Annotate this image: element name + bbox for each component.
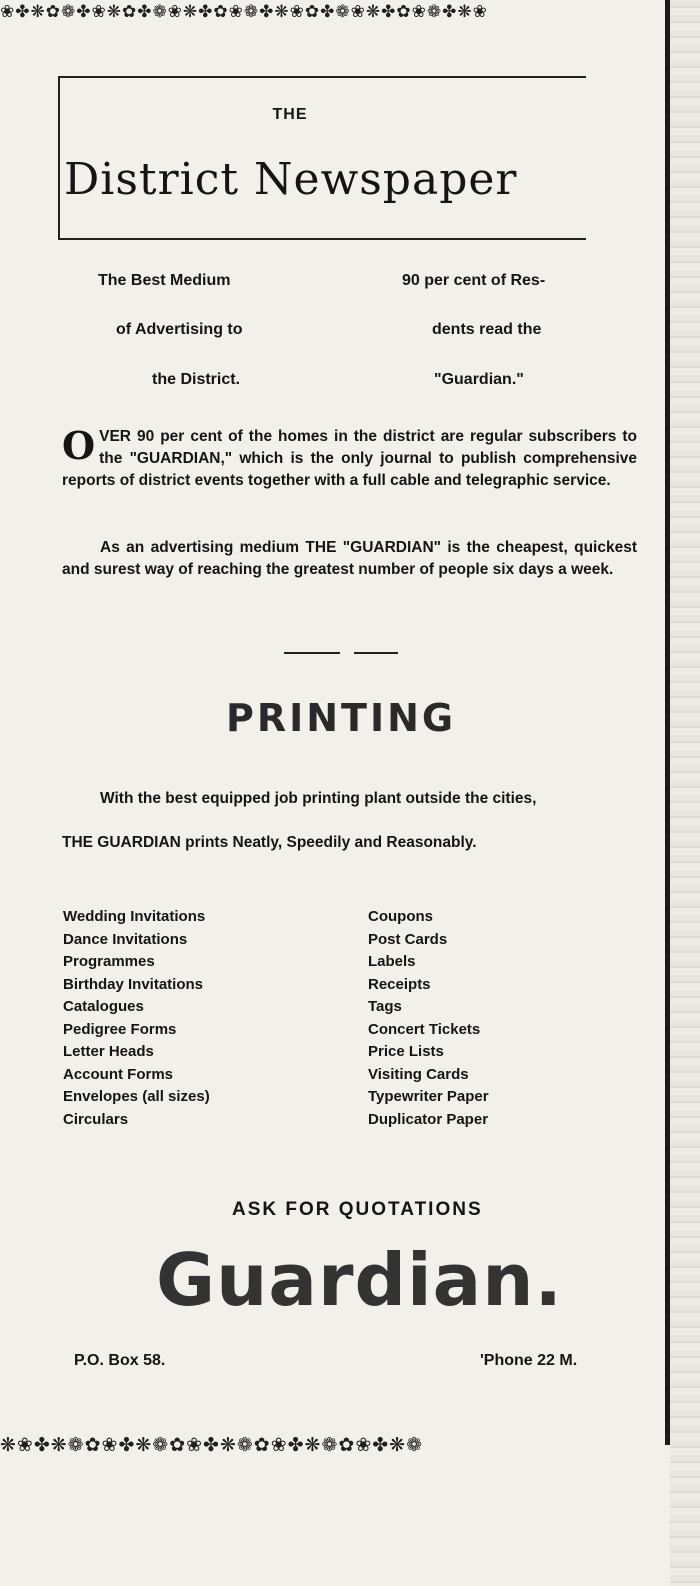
intro-left-line-2: of Advertising to [116, 321, 243, 338]
service-item: Circulars [63, 1110, 129, 1128]
service-item: Account Forms [63, 1065, 174, 1083]
service-item: Programmes [63, 953, 155, 970]
drop-cap: O [62, 423, 96, 468]
adjacent-column-edge [670, 0, 700, 1586]
printing-claim-line: THE GUARDIAN prints Neatly, Speedily and Reasonably. [62, 834, 477, 851]
service-item: Duplicator Paper [368, 1110, 489, 1128]
service-item: Birthday Invitations [63, 975, 204, 993]
po-box: P.O. Box 58. [74, 1352, 166, 1369]
section-divider-left [284, 652, 340, 654]
paragraph-subscribers-text: VER 90 per cent of the homes in the district are regular subscribers to the "GUARDIAN," which is the only journal to publish comprehensive reports of district events together with a full cable and telegraphic service. [62, 428, 637, 489]
service-item: Tags [368, 998, 402, 1015]
guardian-logo-text: Guardian. [156, 1238, 563, 1322]
phone-number: 'Phone 22 M. [480, 1352, 578, 1369]
intro-left-line-1: The Best Medium [98, 272, 231, 289]
printing-intro-line: With the best equipped job printing plant outside the cities, [100, 790, 537, 807]
masthead-the: THE [272, 106, 308, 123]
right-border-rule [665, 0, 670, 1445]
service-item: Visiting Cards [368, 1065, 469, 1083]
intro-right-line-1: 90 per cent of Res- [402, 272, 546, 289]
printing-heading: PRINTING [226, 696, 457, 740]
top-ornamental-border: ❀✤❋✿❁✤❀❋✿✤❁❀❋✤✿❀❁✤❋❀✿✤❁❀❋✤✿❀❁✤❋❀ [0, 2, 488, 22]
intro-right-line-2: dents read the [432, 321, 542, 338]
service-item: Envelopes (all sizes) [63, 1088, 210, 1105]
paragraph-advertising: As an advertising medium THE "GUARDIAN" is the cheapest, quickest and surest way of reaching the greatest number of people six days a week. [62, 539, 637, 578]
intro-right-line-3: "Guardian." [434, 371, 524, 388]
services-list-right [368, 906, 489, 1131]
service-item: Price Lists [368, 1043, 444, 1060]
service-item: Concert Tickets [368, 1020, 481, 1038]
masthead-box [58, 76, 586, 240]
service-item: Catalogues [63, 998, 144, 1015]
service-item: Labels [368, 953, 416, 970]
service-item: Receipts [368, 975, 431, 993]
masthead-title: District Newspaper [64, 154, 518, 205]
service-item: Typewriter Paper [368, 1088, 489, 1105]
service-item: Dance Invitations [63, 930, 188, 948]
ask-for-quotations: ASK FOR QUOTATIONS [232, 1199, 483, 1220]
service-item: Coupons [368, 908, 433, 925]
paragraph-subscribers [62, 423, 637, 492]
service-item: Post Cards [368, 930, 448, 948]
intro-left-line-3: the District. [152, 371, 241, 388]
services-list-left [63, 906, 210, 1131]
service-item: Pedigree Forms [63, 1020, 177, 1038]
service-item: Letter Heads [63, 1043, 154, 1060]
service-item: Wedding Invitations [63, 908, 206, 925]
bottom-ornamental-border: ❋❀✤❋❁✿❀✤❋❁✿❀✤❋❁✿❀✤❋❁✿❀✤❋❁ [0, 1434, 423, 1456]
section-divider-right [354, 652, 398, 654]
